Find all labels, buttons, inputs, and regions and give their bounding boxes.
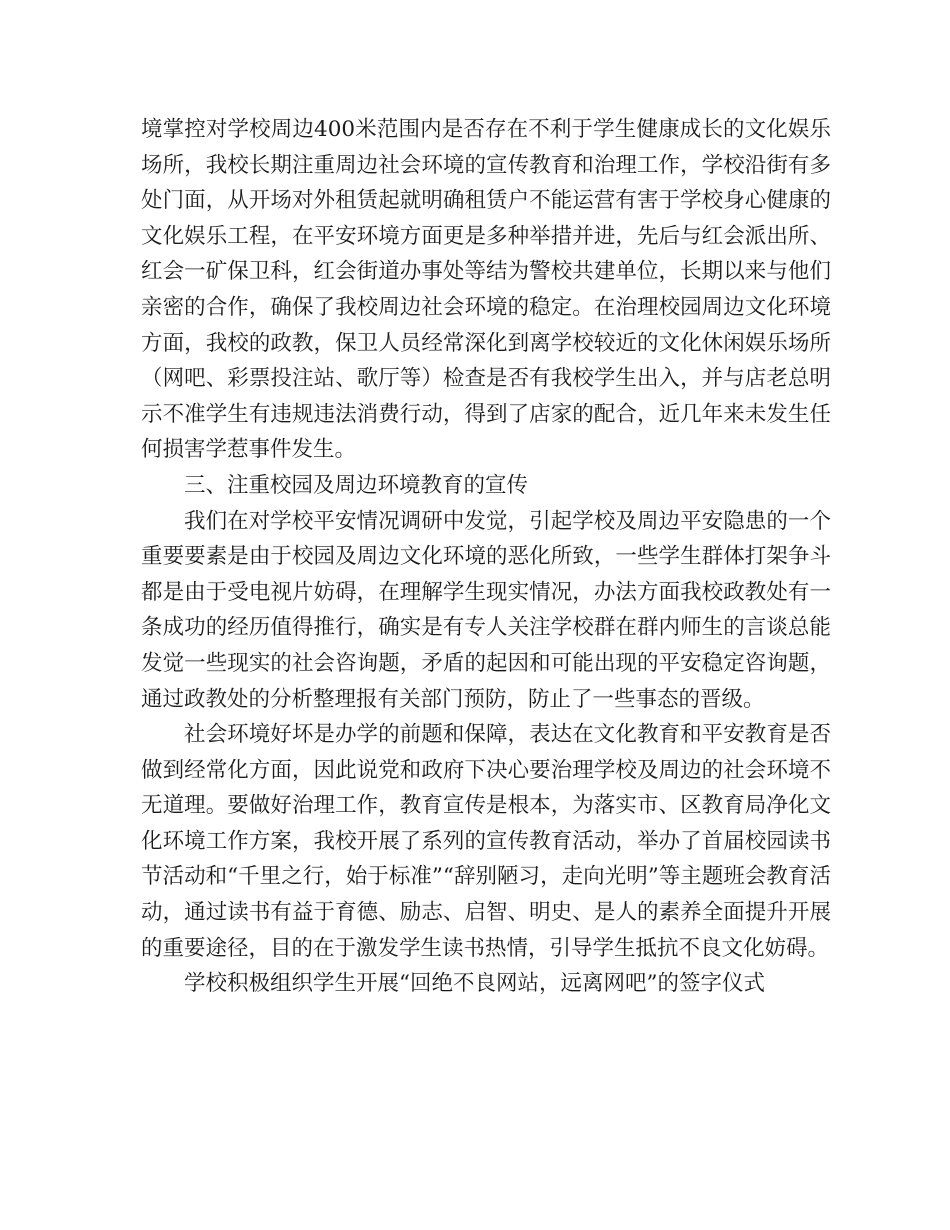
paragraph-4: 学校积极组织学生开展“回绝不良网站，远离网吧”的签字仪式: [184, 971, 765, 997]
paragraph-1: 境掌控对学校周边400米范围内是否存在不利于学生健康成长的文化娱乐场所，我校长期注重周边社会环境的宣传教育和治理工作，学校沿街有多处门面，从开场对外租赁起就明确租赁户不能运营有害于学校身心健康的文化娱乐工程，在平安环境方面更是多种举措并进，先后与红会派出所、红会一矿保卫科，红会街道办事处等结为警校共建单位，长期以来与他们亲密的合作，确保了我校周边社会环境的稳定。在治理校园周边文化环境方面，我校的政教，保卫人员经常深化到离学校较近的文化休闲娱乐场所（网吧、彩票投注站、歌厅等）检查是否有我校学生出入，并与店老总明示不准学生有违规违法消费行动，得到了店家的配合，近几年来未发生任何损害学惹事件发生。: [141, 117, 831, 463]
section-heading-3: 三、注重校园及周边环境教育的宣传: [184, 472, 529, 498]
paragraph-2: 我们在对学校平安情况调研中发觉，引起学校及周边平安隐患的一个重要要素是由于校园及周边文化环境的恶化所致，一些学生群体打架争斗都是由于受电视片妨碍，在理解学生现实情况，办法方面我校政教处有一条成功的经历值得推行，确实是有专人关注学校群在群内师生的言谈总能发觉一些现实的社会咨询题，矛盾的起因和可能出现的平安稳定咨询题，通过政教处的分析整理报有关部门预防，防止了一些事态的晋级。: [141, 508, 831, 712]
document-body: [141, 112, 831, 1002]
paragraph-3: 社会环境好坏是办学的前题和保障，表达在文化教育和平安教育是否做到经常化方面，因此说党和政府下决心要治理学校及周边的社会环境不无道理。要做好治理工作，教育宣传是根本，为落实市、区教育局净化文化环境工作方案，我校开展了系列的宣传教育活动，举办了首届校园读书节活动和“千里之行，始于标准”“辞别陋习，走向光明”等主题班会教育活动，通过读书有益于育德、励志、启智、明史、是人的素养全面提升开展的重要途径，目的在于激发学生读书热情，引导学生抵抗不良文化妨碍。: [141, 722, 831, 961]
